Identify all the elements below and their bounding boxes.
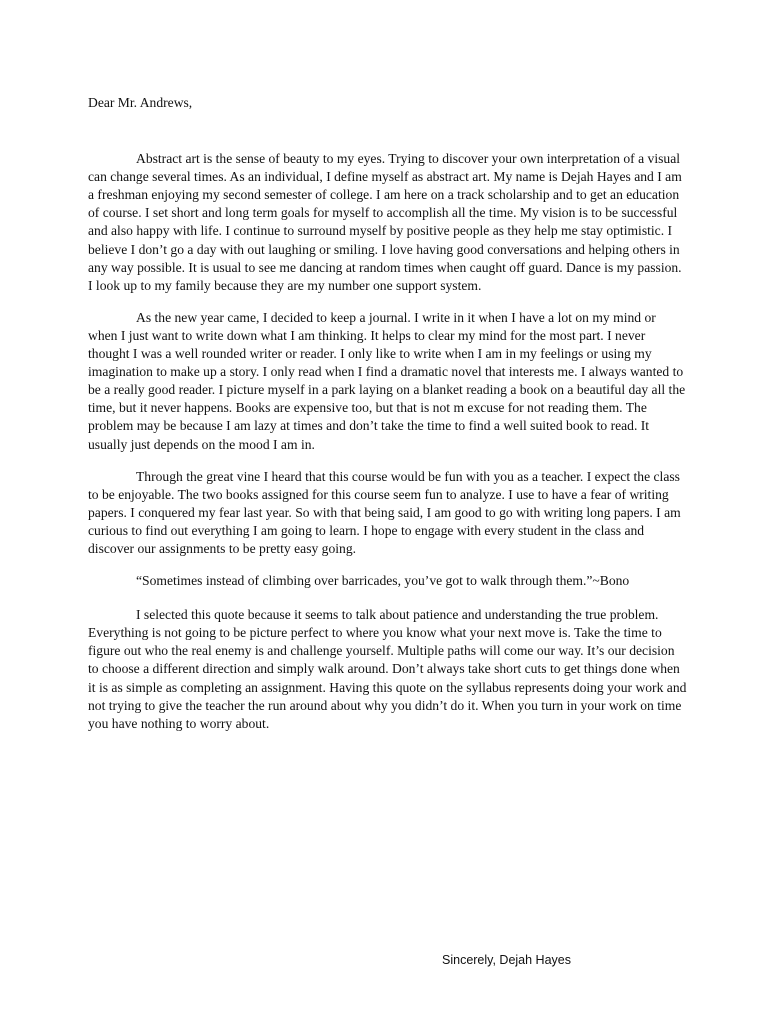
salutation: Dear Mr. Andrews, xyxy=(88,95,193,110)
letter-body xyxy=(88,94,688,747)
paragraph-quote: “Sometimes instead of climbing over barricades, you’ve got to walk through them.”~Bono xyxy=(136,573,630,589)
paragraph-course: Through the great vine I heard that this course would be fun with you as a teacher. I expect the class to be enjoyable. The two books assigned for this course seem fun to analyze. I use to have a fear of writing papers. I conquered my fear last year. So with that being said, I am good to go with writing long papers. I am curious to find out everything I am going to learn. I hope to engage with every student in the class and discover our assignments to be pretty easy going. xyxy=(88,468,681,556)
paragraph-journal: As the new year came, I decided to keep a journal. I write in it when I have a lot on my mind or when I just want to write down what I am thinking. It helps to clear my mind for the most part. I never thought I was a well rounded writer or reader. I only like to write when I am in my feelings or using my imagination to make up a story. I only read when I find a dramatic novel that interests me. I always wanted to be a really good reader. I picture myself in a park laying on a blanket reading a book on a beautiful day all the time, but it never happens. Books are expensive too, but that is not m excuse for not reading them. The problem may be because I am lazy at times and don’t take the time to find a well suited book to read. It usually just depends on the mood I am in. xyxy=(88,309,686,452)
signature: Sincerely, Dejah Hayes xyxy=(442,953,571,967)
paragraph-quote-reflection: I selected this quote because it seems to talk about patience and understanding the true problem. Everything is not going to be picture perfect to where you know what your next move is. Take the time to figure out who the real enemy is and challenge yourself. Multiple paths will come our way. It’s our decision to choose a different direction and simply walk around. Don’t always take short cuts to get things done when it is as simple as completing an assignment. Having this quote on the syllabus represents doing your work and not trying to give the teacher the run around about why you didn’t do it. When you turn in your work on time you have nothing to worry about. xyxy=(88,607,687,731)
paragraph-intro: Abstract art is the sense of beauty to my eyes. Trying to discover your own interpretation of a visual can change several times. As an individual, I define myself as abstract art. My name is Dejah Hayes and I am a freshman enjoying my second semester of college. I am here on a track scholarship and to get an education of course. I set short and long term goals for myself to accomplish all the time. My vision is to be successful and also happy with life. I continue to surround myself by positive people as they help me stay optimistic. I believe I don’t go a day with out laughing or smiling. I love having good conversations and helping others in any way possible. It is usual to see me dancing at random times when caught off guard. Dance is my passion. I look up to my family because they are my number one support system. xyxy=(88,151,682,293)
